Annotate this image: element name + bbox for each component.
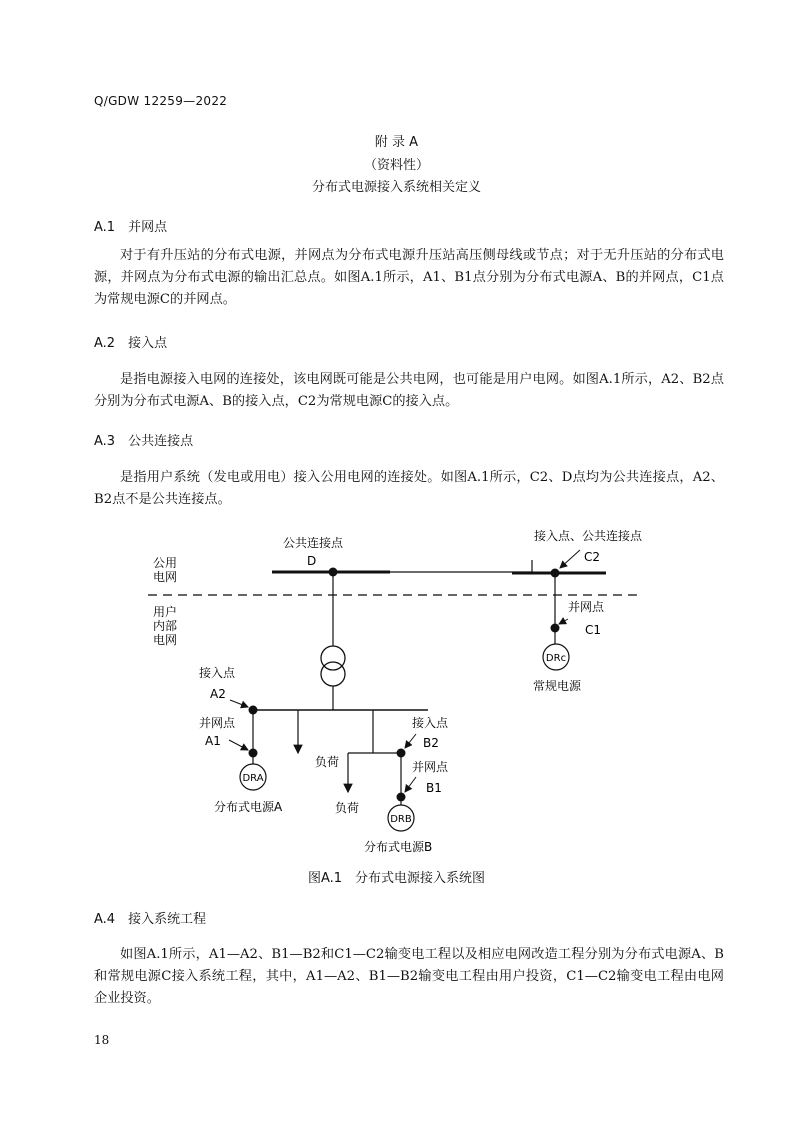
label-drc-caption: 常规电源	[533, 679, 582, 693]
label-b1-point: B1	[426, 781, 442, 795]
label-a1-point: A1	[205, 734, 221, 748]
label-drc: DRc	[545, 653, 567, 664]
label-b2-point: B2	[423, 736, 439, 750]
section-a2-heading: A.2 接入点	[94, 336, 168, 351]
label-c1-point: C1	[585, 623, 602, 637]
section-a1-text: 对于有升压站的分布式电源，并网点为分布式电源升压站高压侧母线或节点；对于无升压站的分布式电源，并网点为分布式电源的输出汇总点。如图A.1所示，A1、B1点分别为分布式电源A、B的并网点，C1点为常规电源C的并网点。	[94, 248, 724, 307]
section-a4-text: 如图A.1所示，A1—A2、B1—B2和C1—C2输变电工程以及相应电网改造工程分别为分布式电源A、B和常规电源C接入系统工程，其中，A1—A2、B1—B2输变电工程由用户投资，C1—C2输变电工程由电网企业投资。	[94, 947, 724, 1006]
section-a3-heading: A.3 公共连接点	[94, 434, 194, 449]
label-c1-name: 并网点	[568, 600, 605, 614]
label-a2-point: A2	[210, 687, 226, 701]
label-a1-name: 并网点	[199, 716, 236, 730]
label-drb-caption: 分布式电源B	[364, 840, 433, 854]
section-a3-text: 是指用户系统（发电或用电）接入公用电网的连接处。如图A.1所示，C2、D点均为公共连接点，A2、B2点不是公共连接点。	[94, 470, 724, 507]
point-a1	[249, 749, 258, 758]
label-a2-name: 接入点	[199, 666, 236, 680]
point-c1	[551, 624, 560, 633]
label-public-grid-1: 公用	[153, 556, 178, 570]
line-d-c2	[390, 560, 532, 572]
transformer-upper-winding	[321, 646, 345, 670]
access-system-diagram	[0, 520, 793, 860]
label-user-grid-1: 用户	[153, 605, 178, 619]
appendix-nature: （资料性）	[363, 158, 429, 173]
label-dra-caption: 分布式电源A	[214, 800, 283, 814]
label-drb: DRB	[390, 814, 412, 825]
section-a1-heading: A.1 并网点	[94, 220, 168, 235]
section-a4-heading: A.4 接入系统工程	[94, 912, 207, 927]
label-c2-name: 接入点、公共连接点	[534, 529, 643, 543]
appendix-title: 附 录 A	[374, 135, 419, 150]
label-load-1: 负荷	[315, 755, 340, 769]
appendix-subtitle: 分布式电源接入系统相关定义	[311, 180, 481, 195]
label-load-2: 负荷	[335, 801, 360, 815]
label-user-grid-2: 内部	[153, 619, 178, 633]
standard-number: Q/GDW 12259—2022	[94, 94, 228, 108]
label-b2-name: 接入点	[412, 716, 449, 730]
label-c2-point: C2	[584, 550, 601, 564]
label-d-name: 公共连接点	[283, 536, 344, 550]
point-b2	[397, 749, 406, 758]
section-a2-text: 是指电源接入电网的连接处，该电网既可能是公共电网，也可能是用户电网。如图A.1所示，A2、B2点分别为分布式电源A、B的接入点，C2为常规电源C的接入点。	[94, 372, 724, 409]
point-b1	[397, 793, 406, 802]
label-user-grid-3: 电网	[153, 633, 178, 647]
label-d-point: D	[307, 554, 317, 568]
label-dra: DRA	[242, 773, 264, 784]
figure-caption: 图A.1 分布式电源接入系统图	[307, 871, 486, 886]
label-public-grid-2: 电网	[153, 570, 178, 584]
label-b1-name: 并网点	[412, 760, 449, 774]
page-number: 18	[94, 1033, 110, 1047]
